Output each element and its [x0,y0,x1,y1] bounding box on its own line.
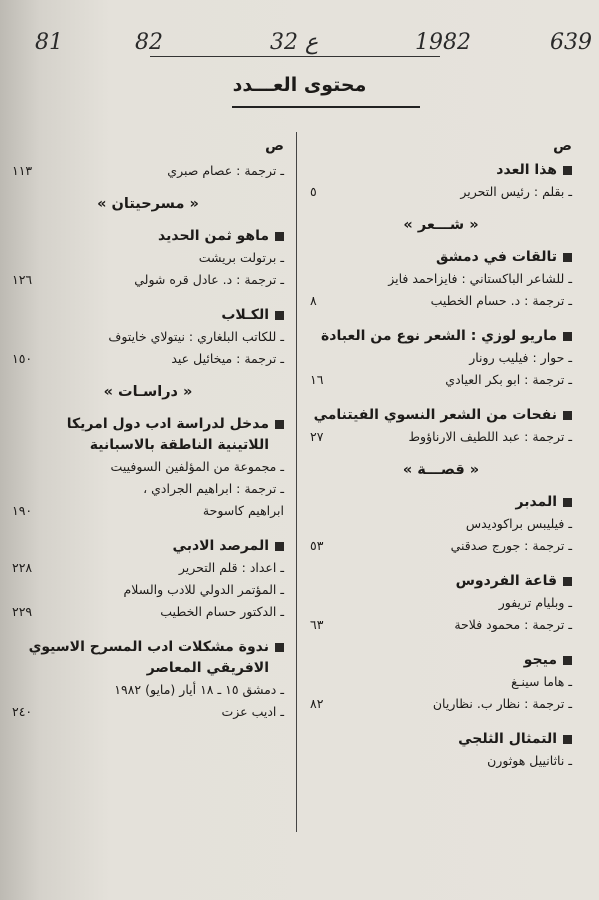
square-bullet-icon [563,253,572,262]
section-heading: « شـــعر » [403,217,479,233]
toc-line [310,268,572,290]
toc-entry-title-row [310,571,572,592]
square-bullet-icon [275,420,284,429]
toc-entry-title: ماريو لوزي : الشعر نوع من العبادة [321,328,557,344]
toc-entry [310,492,572,557]
toc-line-text: ـ مجموعة من المؤلفين السوفييت [110,459,284,474]
square-bullet-icon [563,166,572,175]
toc-line-text: ـ اديب عزت [221,704,284,719]
toc-entry [12,160,284,182]
toc-line-text: ـ للشاعر الباكستاني : فايزاحمد فايز [388,271,572,286]
toc-line [310,513,572,535]
toc-line-text: ـ للكاتب البلغاري : نيتولاي خايتوف [108,329,284,344]
toc-line [12,579,284,601]
toc-line [12,679,284,701]
toc-line-text: ـ دمشق ١٥ ـ ١٨ أيار (مايو) ١٩٨٢ [114,682,284,697]
toc-line [12,348,284,370]
toc-line-text: ـ برتولت بريشت [198,250,284,265]
column-divider [296,132,297,832]
toc-entry-title-row [310,247,572,268]
title-underline [232,106,420,108]
page-number: ١٢٦ [12,272,33,287]
toc-line [310,369,572,391]
toc-entry-title: المرصد الادبي [172,538,269,554]
toc-line-text: ابراهيم كاسوحة [202,503,284,518]
toc-entry-title: الكـلاب [221,307,269,323]
page-column-header: ص [553,138,572,154]
page-number: ٨٢ [310,696,324,711]
toc-entry-title-row [310,405,572,426]
toc-entry [310,160,572,203]
square-bullet-icon [563,332,572,341]
square-bullet-icon [563,656,572,665]
square-bullet-icon [563,498,572,507]
page-column-header: ص [265,138,284,154]
square-bullet-icon [275,232,284,241]
page-number: ٨ [310,293,317,308]
page-number [12,456,36,478]
toc-line-text: ـ فيليبس براكوديدس [465,516,572,531]
toc-line-text: ـ ناثانييل هوثورن [487,753,572,768]
toc-line [310,750,572,772]
page-number: ٥٣ [310,538,324,553]
toc-line-text: ـ هاما سينـغ [511,674,572,689]
toc-line [12,160,284,182]
toc-line-text: ـ المؤتمر الدولي للادب والسلام [123,582,284,597]
toc-entry-title-row [12,226,284,247]
toc-entry [12,305,284,370]
square-bullet-icon [563,411,572,420]
page-number: ١٦ [310,372,324,387]
toc-entry-title-row [310,492,572,513]
handwritten-page-number: 639 [550,30,592,55]
page-number: ٢٤٠ [12,704,33,719]
square-bullet-icon [275,542,284,551]
toc-entry-title: ماهو ثمن الحديد [158,228,269,244]
square-bullet-icon [275,311,284,320]
handwritten-number-b: 81 [35,30,63,55]
toc-line-text: ـ ترجمة : ميخائيل عيد [171,351,284,366]
page-number [310,513,334,535]
toc-line [12,500,284,522]
handwritten-header [20,30,592,64]
right-column [310,138,572,786]
square-bullet-icon [563,577,572,586]
page-number [12,579,36,601]
toc-line-text: ـ حوار : فيليب رونار [469,350,572,365]
toc-line [310,535,572,557]
handwritten-code: 32 ع [270,30,319,55]
toc-entry-title-row [310,650,572,671]
toc-line-text: ـ ترجمة : د. عادل قره شولي [134,272,284,287]
square-bullet-icon [563,735,572,744]
toc-line [310,181,572,203]
left-column [12,138,284,737]
toc-entry-title: قاعة الفردوس [455,573,557,589]
page-number: ٥ [310,184,317,199]
page-number [12,478,36,500]
toc-line [310,671,572,693]
toc-entry [310,326,572,391]
page-number [310,671,334,693]
handwritten-year: 1982 [415,30,471,55]
section-heading: « مسرحيتان » [97,196,199,212]
toc-entry-title: تالقات في دمشق [436,249,557,265]
toc-line-text: ـ ترجمة : ابراهيم الجرادي ، [143,481,284,496]
toc-line [12,456,284,478]
toc-entry-title: ندوة مشكلات ادب المسرح الاسيوي الافريقي المعاصر [28,639,269,676]
toc-line-text: ـ الدكتور حسام الخطيب [160,604,284,619]
toc-entry [310,247,572,312]
toc-entry [310,650,572,715]
toc-line-text: ـ وبليام تريفور [498,595,572,610]
toc-line [12,326,284,348]
square-bullet-icon [275,643,284,652]
toc-line [12,269,284,291]
toc-entry-title: هذا العدد [496,162,557,178]
toc-line [310,592,572,614]
page-number [310,268,334,290]
page-number: ٦٣ [310,617,324,632]
toc-entry-title: المدبر [515,494,557,510]
page-title: محتوى العـــدد [232,74,367,96]
toc-line-text: ـ ترجمة : نظار ب. نظاريان [432,696,572,711]
toc-line [310,693,572,715]
section-heading: « دراسـات » [103,384,193,400]
toc-line [12,478,284,500]
toc-entry [12,226,284,291]
toc-entry-title-row [310,729,572,750]
toc-entry [12,637,284,723]
toc-entry-title-row [12,305,284,326]
toc-entry [310,729,572,772]
page-number: ٢٧ [310,429,324,444]
toc-line-text: ـ ترجمة : عصام صبري [167,163,284,178]
page-number: ٢٢٩ [12,604,33,619]
page-number [12,326,36,348]
toc-line-text: ـ ترجمة : د. حسام الخطيب [430,293,572,308]
toc-line-text: ـ اعداد : قلم التحرير [178,560,284,575]
toc-line [310,347,572,369]
toc-entry-title: التمثال الثلجي [458,731,557,747]
toc-entry-title: نفحات من الشعر النسوي الفيتنامي [313,407,557,423]
page-number: ١٩٠ [12,503,33,518]
toc-line [310,290,572,312]
toc-line [12,601,284,623]
toc-line [12,701,284,723]
toc-entry-title-row [310,160,572,181]
handwritten-underline [150,56,440,57]
page-number: ١١٣ [12,163,33,178]
toc-entry-title-row [12,536,284,557]
toc-line [12,557,284,579]
toc-entry [12,536,284,623]
toc-line-text: ـ ترجمة : محمود فلاحة [454,617,572,632]
page-number [310,347,334,369]
toc-entry [310,571,572,636]
toc-line [12,247,284,269]
page-number [310,750,334,772]
toc-entry-title-row [12,414,284,456]
toc-entry-title-row [12,637,284,679]
page-number [310,592,334,614]
section-heading: « قصـــة » [402,462,480,478]
page-number [12,247,36,269]
page-number: ١٥٠ [12,351,33,366]
toc-line-text: ـ ترجمة : جورج صدقني [450,538,572,553]
toc-line [310,426,572,448]
page-number [12,679,36,701]
toc-line-text: ـ ترجمة : ابو بكر العيادي [445,372,572,387]
page-number: ٢٢٨ [12,560,33,575]
toc-line [310,614,572,636]
toc-entry [310,405,572,448]
toc-line-text: ـ ترجمة : عبد اللطيف الارناؤوط [408,429,572,444]
toc-entry-title-row [310,326,572,347]
toc-line-text: ـ بقلم : رئيس التحرير [460,184,572,199]
toc-entry-title: مدخل لدراسة ادب دول امريكا اللاتينية الناطقة بالاسبانية [66,416,269,453]
toc-entry-title: ميجو [523,652,557,668]
handwritten-number-a: 82 [135,30,163,55]
toc-entry [12,414,284,522]
